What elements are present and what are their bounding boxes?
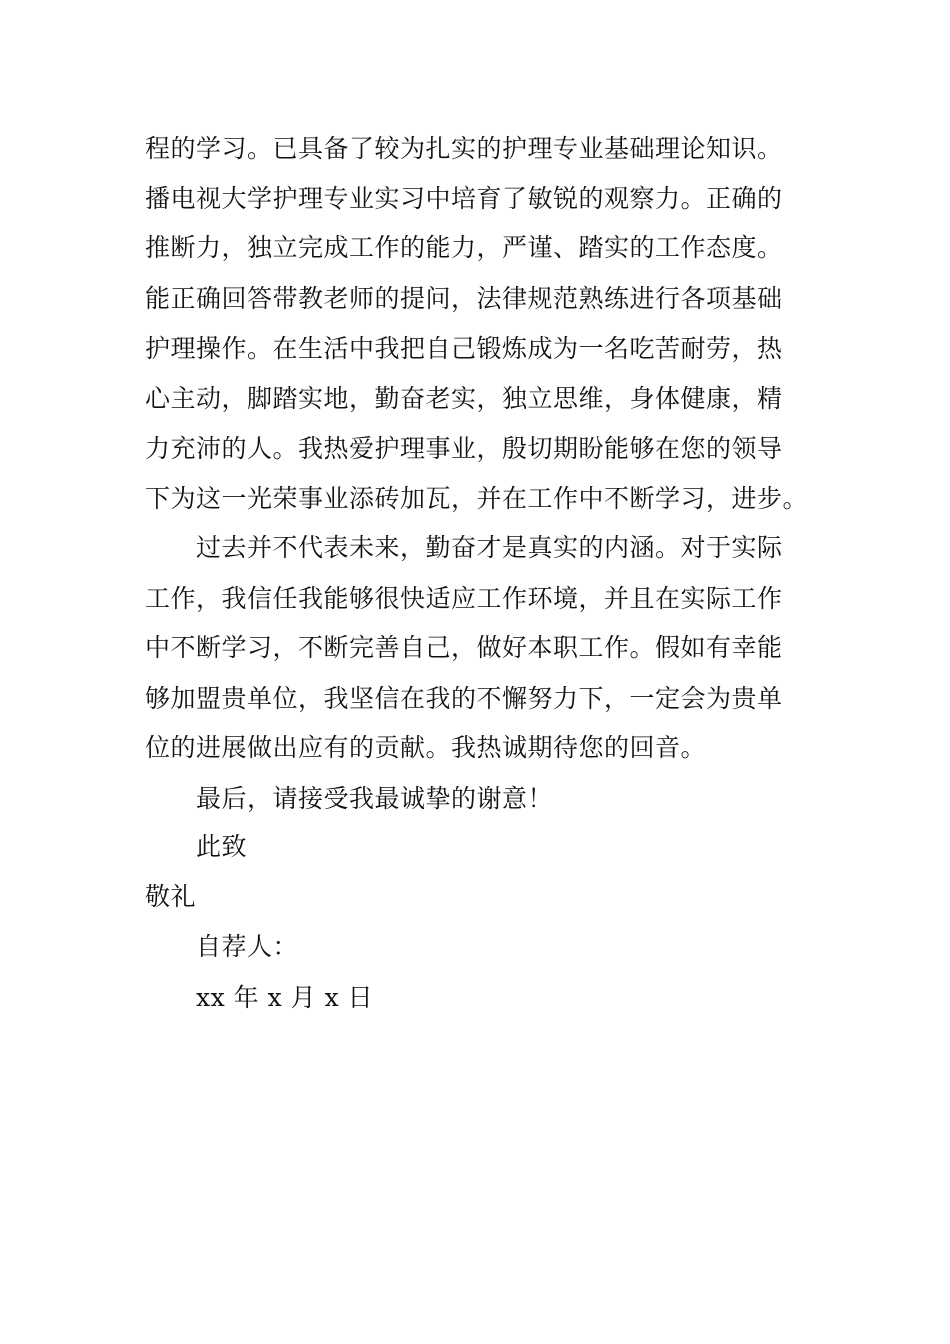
paragraph-line: 中不断学习，不断完善自己，做好本职工作。假如有幸能 — [145, 633, 783, 662]
paragraph-line: 位的进展做出应有的贡献。我热诚期待您的回音。 — [145, 733, 707, 762]
closing-line: 最后，请接受我最诚挚的谢意！ — [196, 784, 554, 813]
paragraph-line: 够加盟贵单位，我坚信在我的不懈努力下，一定会为贵单 — [145, 684, 783, 713]
salutation-line: 此致 — [196, 832, 248, 861]
paragraph-line: 推断力，独立完成工作的能力，严谨、踏实的工作态度。 — [145, 233, 783, 262]
paragraph-line: 能正确回答带教老师的提问，法律规范熟练进行各项基础 — [145, 284, 783, 313]
paragraph-line: 工作，我信任我能够很快适应工作环境，并且在实际工作 — [145, 584, 783, 613]
date-line: xx 年 x 月 x 日 — [196, 983, 374, 1012]
paragraph-line: 护理操作。在生活中我把自己锻炼成为一名吃苦耐劳，热 — [145, 334, 783, 363]
paragraph-line: 程的学习。已具备了较为扎实的护理专业基础理论知识。 — [145, 134, 783, 163]
paragraph-line: 力充沛的人。我热爱护理事业，殷切期盼能够在您的领导 — [145, 434, 783, 463]
paragraph-line: 过去并不代表未来，勤奋才是真实的内涵。对于实际 — [196, 533, 783, 562]
paragraph-line: 下为这一光荣事业添砖加瓦，并在工作中不断学习，进步。 — [145, 484, 809, 513]
paragraph-line: 播电视大学护理专业实习中培育了敏锐的观察力。正确的 — [145, 184, 783, 213]
signature-label: 自荐人： — [196, 932, 299, 961]
paragraph-line: 心主动，脚踏实地，勤奋老实，独立思维，身体健康，精 — [145, 384, 783, 413]
salutation-line: 敬礼 — [145, 882, 197, 911]
